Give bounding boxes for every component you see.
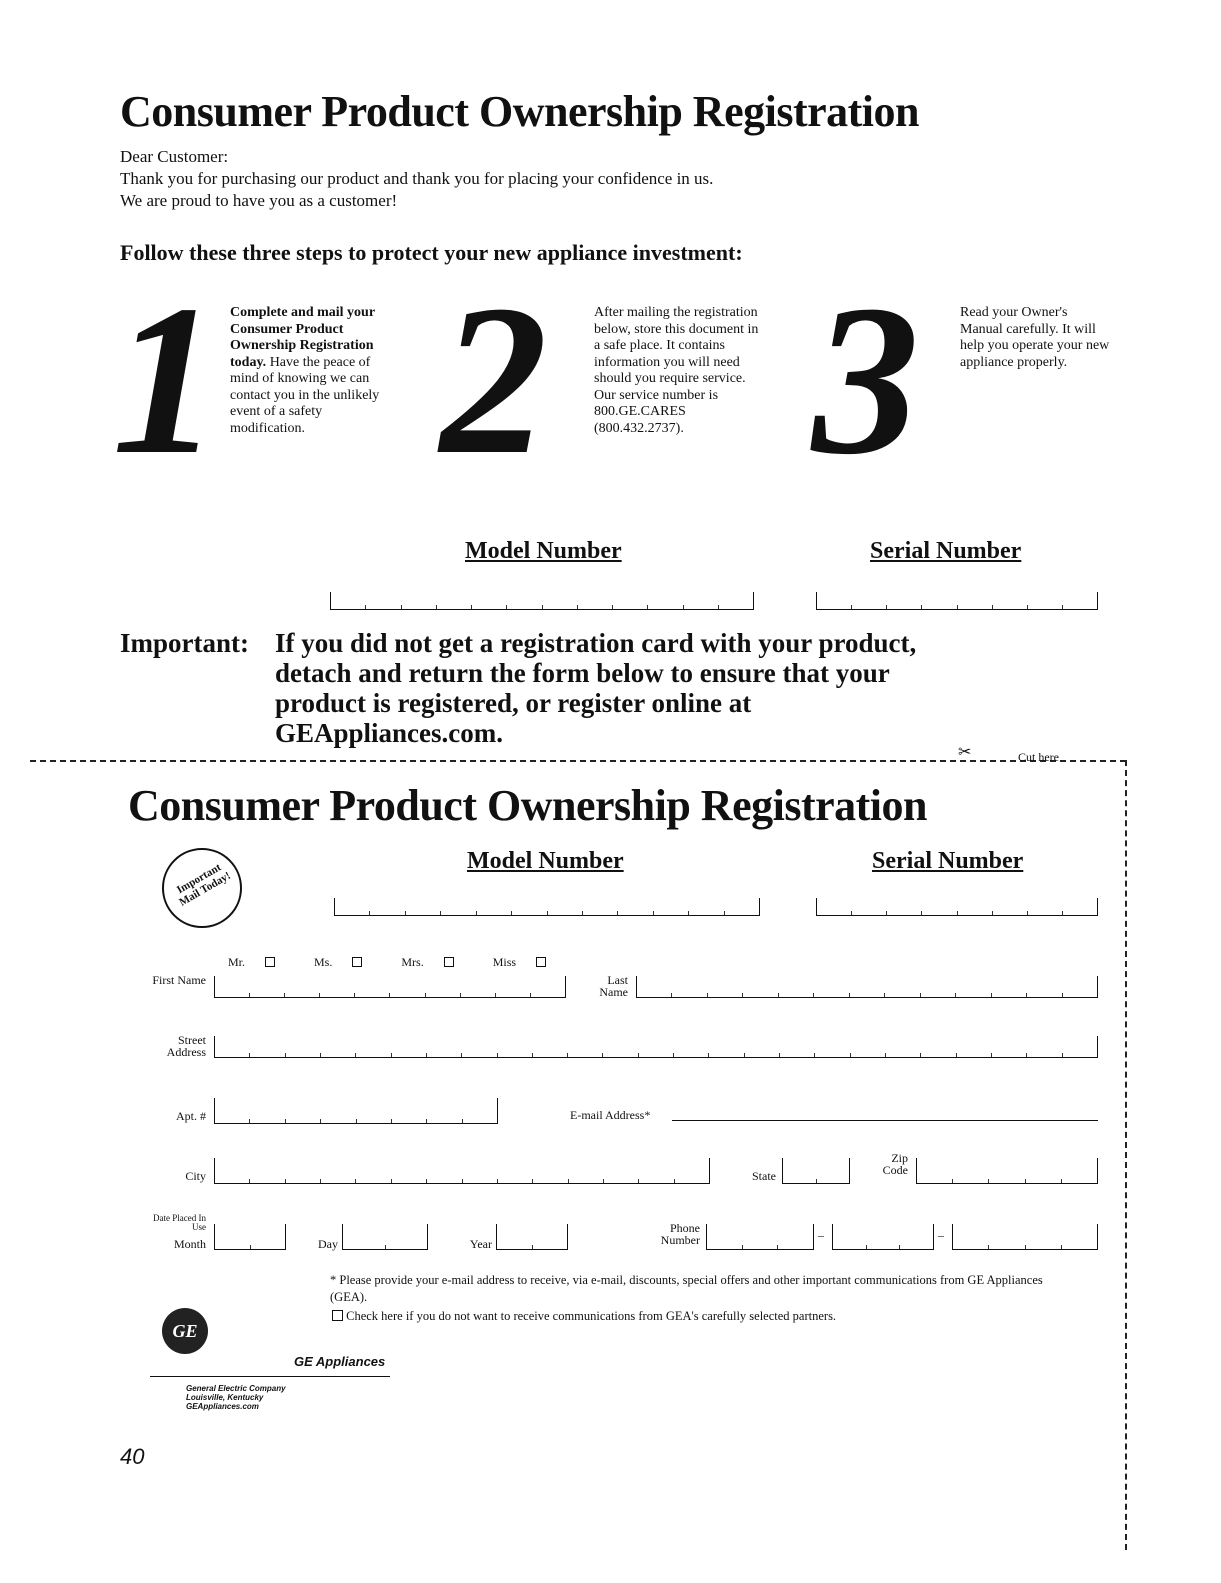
form-serial-number-field[interactable]	[816, 898, 1098, 916]
phone-line-field[interactable]	[952, 1224, 1098, 1250]
serial-number-label: Serial Number	[870, 538, 1022, 564]
street-address-label: Street Address	[166, 1033, 206, 1059]
year-field[interactable]	[496, 1224, 568, 1250]
phone-dash-1: –	[818, 1228, 824, 1242]
form-model-number-label: Model Number	[467, 848, 624, 874]
salutation-ms[interactable]: Ms.	[314, 955, 380, 969]
checkbox-mrs[interactable]	[444, 957, 454, 967]
city-field[interactable]	[214, 1158, 710, 1184]
step-1-number: 1	[112, 260, 220, 499]
serial-number-field[interactable]	[816, 592, 1098, 610]
brand-divider	[150, 1376, 390, 1377]
steps-heading: Follow these three steps to protect your new appliance investment:	[120, 240, 743, 265]
important-label: Important:	[120, 628, 249, 658]
thanks-line-1: Thank you for purchasing our product and thank you for placing your confidence in us.	[120, 169, 714, 188]
model-number-label: Model Number	[465, 538, 622, 564]
state-label: State	[752, 1169, 776, 1183]
checkbox-ms[interactable]	[352, 957, 362, 967]
email-field[interactable]	[672, 1120, 1098, 1121]
step-2-text: After mailing the registration below, store this document in a safe place. It contains information you will need should you require service. Our service number is 800.GE.CARES (800.432.2737).	[594, 305, 759, 436]
zip-code-field[interactable]	[916, 1158, 1098, 1184]
salutation-options	[228, 955, 582, 970]
step-1-text	[230, 305, 400, 437]
phone-number-label: Phone Number	[660, 1221, 700, 1247]
optout-text: Check here if you do not want to receive communications from GEA's carefully selected partners.	[346, 1309, 837, 1323]
intro-text	[120, 146, 1020, 212]
salutation-mrs[interactable]: Mrs.	[401, 955, 471, 969]
email-label: E-mail Address*	[570, 1108, 651, 1122]
day-field[interactable]	[342, 1224, 428, 1250]
date-placed-label: Date Placed In Use	[153, 1213, 206, 1232]
step-2-number: 2	[440, 260, 548, 499]
step-3-text: Read your Owner's Manual carefully. It will help you operate your new appliance properly.	[960, 305, 1110, 370]
page-title: Consumer Product Ownership Registration	[120, 87, 919, 136]
step-1-bold: Complete and mail your Consumer Product Ownership Registration today.	[230, 305, 375, 370]
thanks-line-2: We are proud to have you as a customer!	[120, 191, 398, 210]
first-name-field[interactable]	[214, 976, 566, 998]
phone-dash-2: –	[938, 1228, 944, 1242]
phone-prefix-field[interactable]	[832, 1224, 934, 1250]
salutation-mr[interactable]: Mr.	[228, 955, 293, 969]
step-1-body: Have the peace of mind of knowing we can contact you in the unlikely event of a safety modification.	[230, 354, 380, 436]
phone-area-code-field[interactable]	[706, 1224, 814, 1250]
ge-logo-icon: GE	[162, 1308, 208, 1354]
stamp-text: Important Mail Today!	[174, 861, 233, 909]
stamp-icon	[162, 848, 242, 928]
last-name-field[interactable]	[636, 976, 1098, 998]
brand-name: GE Appliances	[294, 1354, 386, 1369]
form-model-number-field[interactable]	[334, 898, 760, 916]
city-label: City	[185, 1169, 206, 1183]
checkbox-miss[interactable]	[536, 957, 546, 967]
step-3-number: 3	[812, 260, 920, 499]
form-title: Consumer Product Ownership Registration	[128, 781, 927, 830]
salutation-miss[interactable]: Miss	[493, 955, 564, 969]
important-text: If you did not get a registration card with your product, detach and return the form below to ensure that your product is registered, or register online at GEAppliances.com.	[275, 628, 917, 748]
apt-field[interactable]	[214, 1098, 498, 1124]
day-label: Day	[318, 1237, 338, 1251]
zip-code-label: Zip Code	[882, 1151, 908, 1177]
form-serial-number-label: Serial Number	[872, 848, 1024, 874]
greeting: Dear Customer:	[120, 147, 229, 166]
email-footnote: * Please provide your e-mail address to receive, via e-mail, discounts, special offers and other important communications from GE Appliances (GEA).	[330, 1273, 1043, 1304]
street-address-field[interactable]	[214, 1036, 1098, 1058]
cut-line-vertical	[1125, 760, 1127, 1550]
cut-here-label: Cut here	[1018, 750, 1059, 764]
company-address: General Electric Company Louisville, Kentucky GEAppliances.com	[186, 1384, 286, 1411]
checkbox-mr[interactable]	[265, 957, 275, 967]
month-label: Month	[173, 1237, 206, 1251]
first-name-label: First Name	[152, 973, 206, 987]
last-name-label: Last Name	[599, 973, 628, 999]
model-number-field[interactable]	[330, 592, 754, 610]
scissors-icon: ✂	[958, 744, 972, 761]
month-field[interactable]	[214, 1224, 286, 1250]
partner-optout[interactable]	[330, 1308, 1050, 1325]
page-number: 40	[120, 1444, 145, 1469]
optout-checkbox[interactable]	[332, 1310, 343, 1321]
apt-label: Apt. #	[176, 1109, 206, 1123]
year-label: Year	[469, 1237, 492, 1251]
state-field[interactable]	[782, 1158, 850, 1184]
